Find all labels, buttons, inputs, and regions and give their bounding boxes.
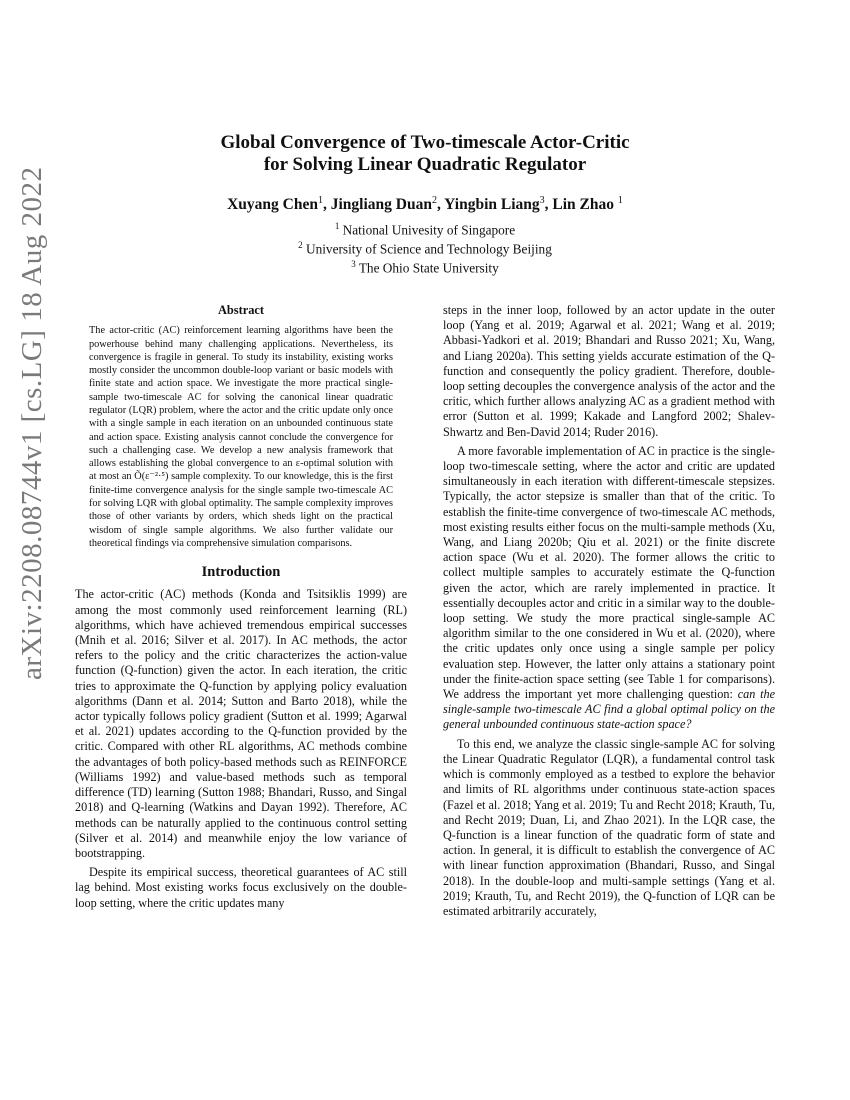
author-list: Xuyang Chen$^1$, Jingliang Duan$^2$, Yingbin Liang$^3$, Lin Zhao $^1$ xyxy=(227,195,623,214)
affiliation-name: National Univesity of Singapore xyxy=(342,222,516,238)
research-question: can the single-sample two-timescale AC find a global optimal policy on the general unbounded continuous state-action space? xyxy=(443,687,775,732)
right-column xyxy=(443,303,775,919)
author-affil-mark: 1 xyxy=(617,195,623,206)
paper-title xyxy=(100,132,750,176)
intro-paragraph-2-continued: steps in the inner loop, followed by an actor update in the outer loop (Yang et al. 2019; Agarwal et al. 2021; Wang et al. 2019; Abbasi-Yadkori et al. 2019; Bhandari and Russo 2021; Xu, Wang, and Liang 2020a). This setting yields accurate estimation of the Q-function and consequently the policy gradient. Therefore, double-loop setting decouples the convergence analysis of the actor and the critic, which further allows analyzing AC as a gradient method with error (Sutton et al. 1999; Kakade and Langford 2002; Shalev-Shwartz and Ben-David 2014; Ruder 2016). xyxy=(443,303,775,439)
author-name: Yingbin Liang xyxy=(444,196,540,214)
title-line-1: Global Convergence of Two-timescale Actor-Critic xyxy=(220,132,630,153)
abstract-heading: Abstract xyxy=(217,303,265,317)
introduction-heading: Introduction xyxy=(201,564,281,581)
intro-paragraph-2: Despite its empirical success, theoretical guarantees of AC still lag behind. Most existing works focus exclusively on the double-loop setting, where the critic updates many xyxy=(75,865,407,910)
title-line-2: for Solving Linear Quadratic Regulator xyxy=(263,154,587,175)
author-name: Lin Zhao xyxy=(552,196,614,214)
affiliation-list xyxy=(100,219,750,276)
affiliation xyxy=(100,219,750,238)
author-affil-mark: 1 xyxy=(317,195,323,206)
affiliation xyxy=(100,238,750,257)
author-affil-mark: 3 xyxy=(539,195,545,206)
affiliation-number: 2 xyxy=(298,239,303,250)
affiliation-number: 1 xyxy=(334,221,340,231)
abstract-text-part-2: sample complexity. To our knowledge, this is the first finite-time convergence analysis for the single sample two-timescale AC for solving LQR with global optimality. The sample complexity improves those of other variants by orders, which sheds light on the practical wisdom of single sample algorithms. We also further validate our theoretical findings via comprehensive simulation comparisons. xyxy=(89,471,394,549)
intro-paragraph-3-text: A more favorable implementation of AC in practice is the single-loop two-timescale setting, where the actor and critic are updated simultaneously in each iteration with different-timescale stepsizes. Typically, the actor stepsize is smaller than that of the critic. To establish the finite-time convergence of two-timescale AC methods, most existing results either focus on the multi-sample methods (Xu, Wang, and Liang 2020b; Qiu et al. 2021) or the finite discrete action space (Wu et al. 2020). The former allows the critic to collect multiple samples to accurately estimate the Q-function given the actor, which are rarely implemented in practice. It essentially decouples actor and critic in a similar way to the double-loop setting. We study the more practical single-sample AC algorithm similar to the one considered in Wu et al. (2020), where the critic updates only once using a single sample per policy evaluation step. However, the latter only attains a stationary point under the finite-action space setting (see Table 1 for comparisons). We address the important yet more challenging question: xyxy=(443,443,775,702)
author-name: Jingliang Duan xyxy=(330,196,432,214)
affiliation xyxy=(100,257,750,276)
affiliation-name: University of Science and Technology Beijing xyxy=(305,241,552,257)
author-affil-mark: 2 xyxy=(431,195,437,206)
sample-complexity-math: Õ(ε⁻²·⁵) xyxy=(134,471,169,483)
abstract-text xyxy=(89,324,393,550)
abstract-text-part-1: The actor-critic (AC) reinforcement learning algorithms have been the powerhouse behind many challenging applications. Nevertheless, its convergence is fragile in general. To study its instability, existing works mostly consider the uncommon double-loop variant or basic models with finite state and action space. We investigate the more practical single-sample two-timescale AC for solving the canonical linear quadratic regulator (LQR) problem, where the actor and the critic update only once with a single sample in each iteration on an unbounded continuous state and action space. Existing analysis cannot conclude the convergence for such a challenging case. We develop a new analysis framework that allows establishing the global convergence to an ε-optimal solution with at most an xyxy=(89,325,393,483)
arxiv-identifier: arXiv:2208.08744v1 [cs.LG] 18 Aug 2022 xyxy=(16,166,48,680)
intro-paragraph-1: The actor-critic (AC) methods (Konda and Tsitsiklis 1999) are among the most commonly used reinforcement learning (RL) algorithms, which have achieved tremendous empirical successes (Mnih et al. 2016; Silver et al. 2017). In AC methods, the actor refers to the policy and the critic characterizes the action-value function (Q-function) given the actor. In each iteration, the critic tries to approximate the Q-function by applying policy evaluation algorithms (Dann et al. 2014; Sutton and Barto 2018), while the actor typically follows policy gradient (Sutton et al. 1999; Agarwal et al. 2021) updates according to the Q-function provided by the critic. Compared with other RL algorithms, AC methods combine the advantages of both policy-based methods such as REINFORCE (Williams 1992) and value-based methods such as temporal difference (TD) learning (Sutton 1988; Bhandari, Russo, and Singal 2018) and Q-learning (Watkins and Dayan 1992). Therefore, AC methods can be naturally applied to the continuous control setting (Silver et al. 2014) and meanwhile enjoy the low variance of bootstrapping. xyxy=(75,587,407,860)
left-column xyxy=(75,303,407,911)
intro-paragraph-3 xyxy=(443,444,775,733)
author-name: Xuyang Chen xyxy=(227,196,318,214)
intro-paragraph-4: To this end, we analyze the classic single-sample AC for solving the Linear Quadratic Regulator (LQR), a fundamental control task which is commonly employed as a testbed to explore the behavior and limits of RL algorithms under continuous state-action spaces (Fazel et al. 2018; Yang et al. 2019; Tu and Recht 2018; Krauth, Tu, and Recht 2019; Duan, Li, and Zhao 2021). In the LQR case, the Q-function is a linear function of the quadratic form of state and action. In general, it is difficult to establish the convergence of AC with linear function approximation (Bhandari, Russo, and Singal 2018). In the double-loop and multi-sample settings (Yang et al. 2019; Krauth, Tu, and Recht 2019), the Q-function of LQR can be estimated arbitrarily accurately, xyxy=(443,736,775,918)
affiliation-number: 3 xyxy=(351,258,356,269)
affiliation-name: The Ohio State University xyxy=(358,260,499,276)
